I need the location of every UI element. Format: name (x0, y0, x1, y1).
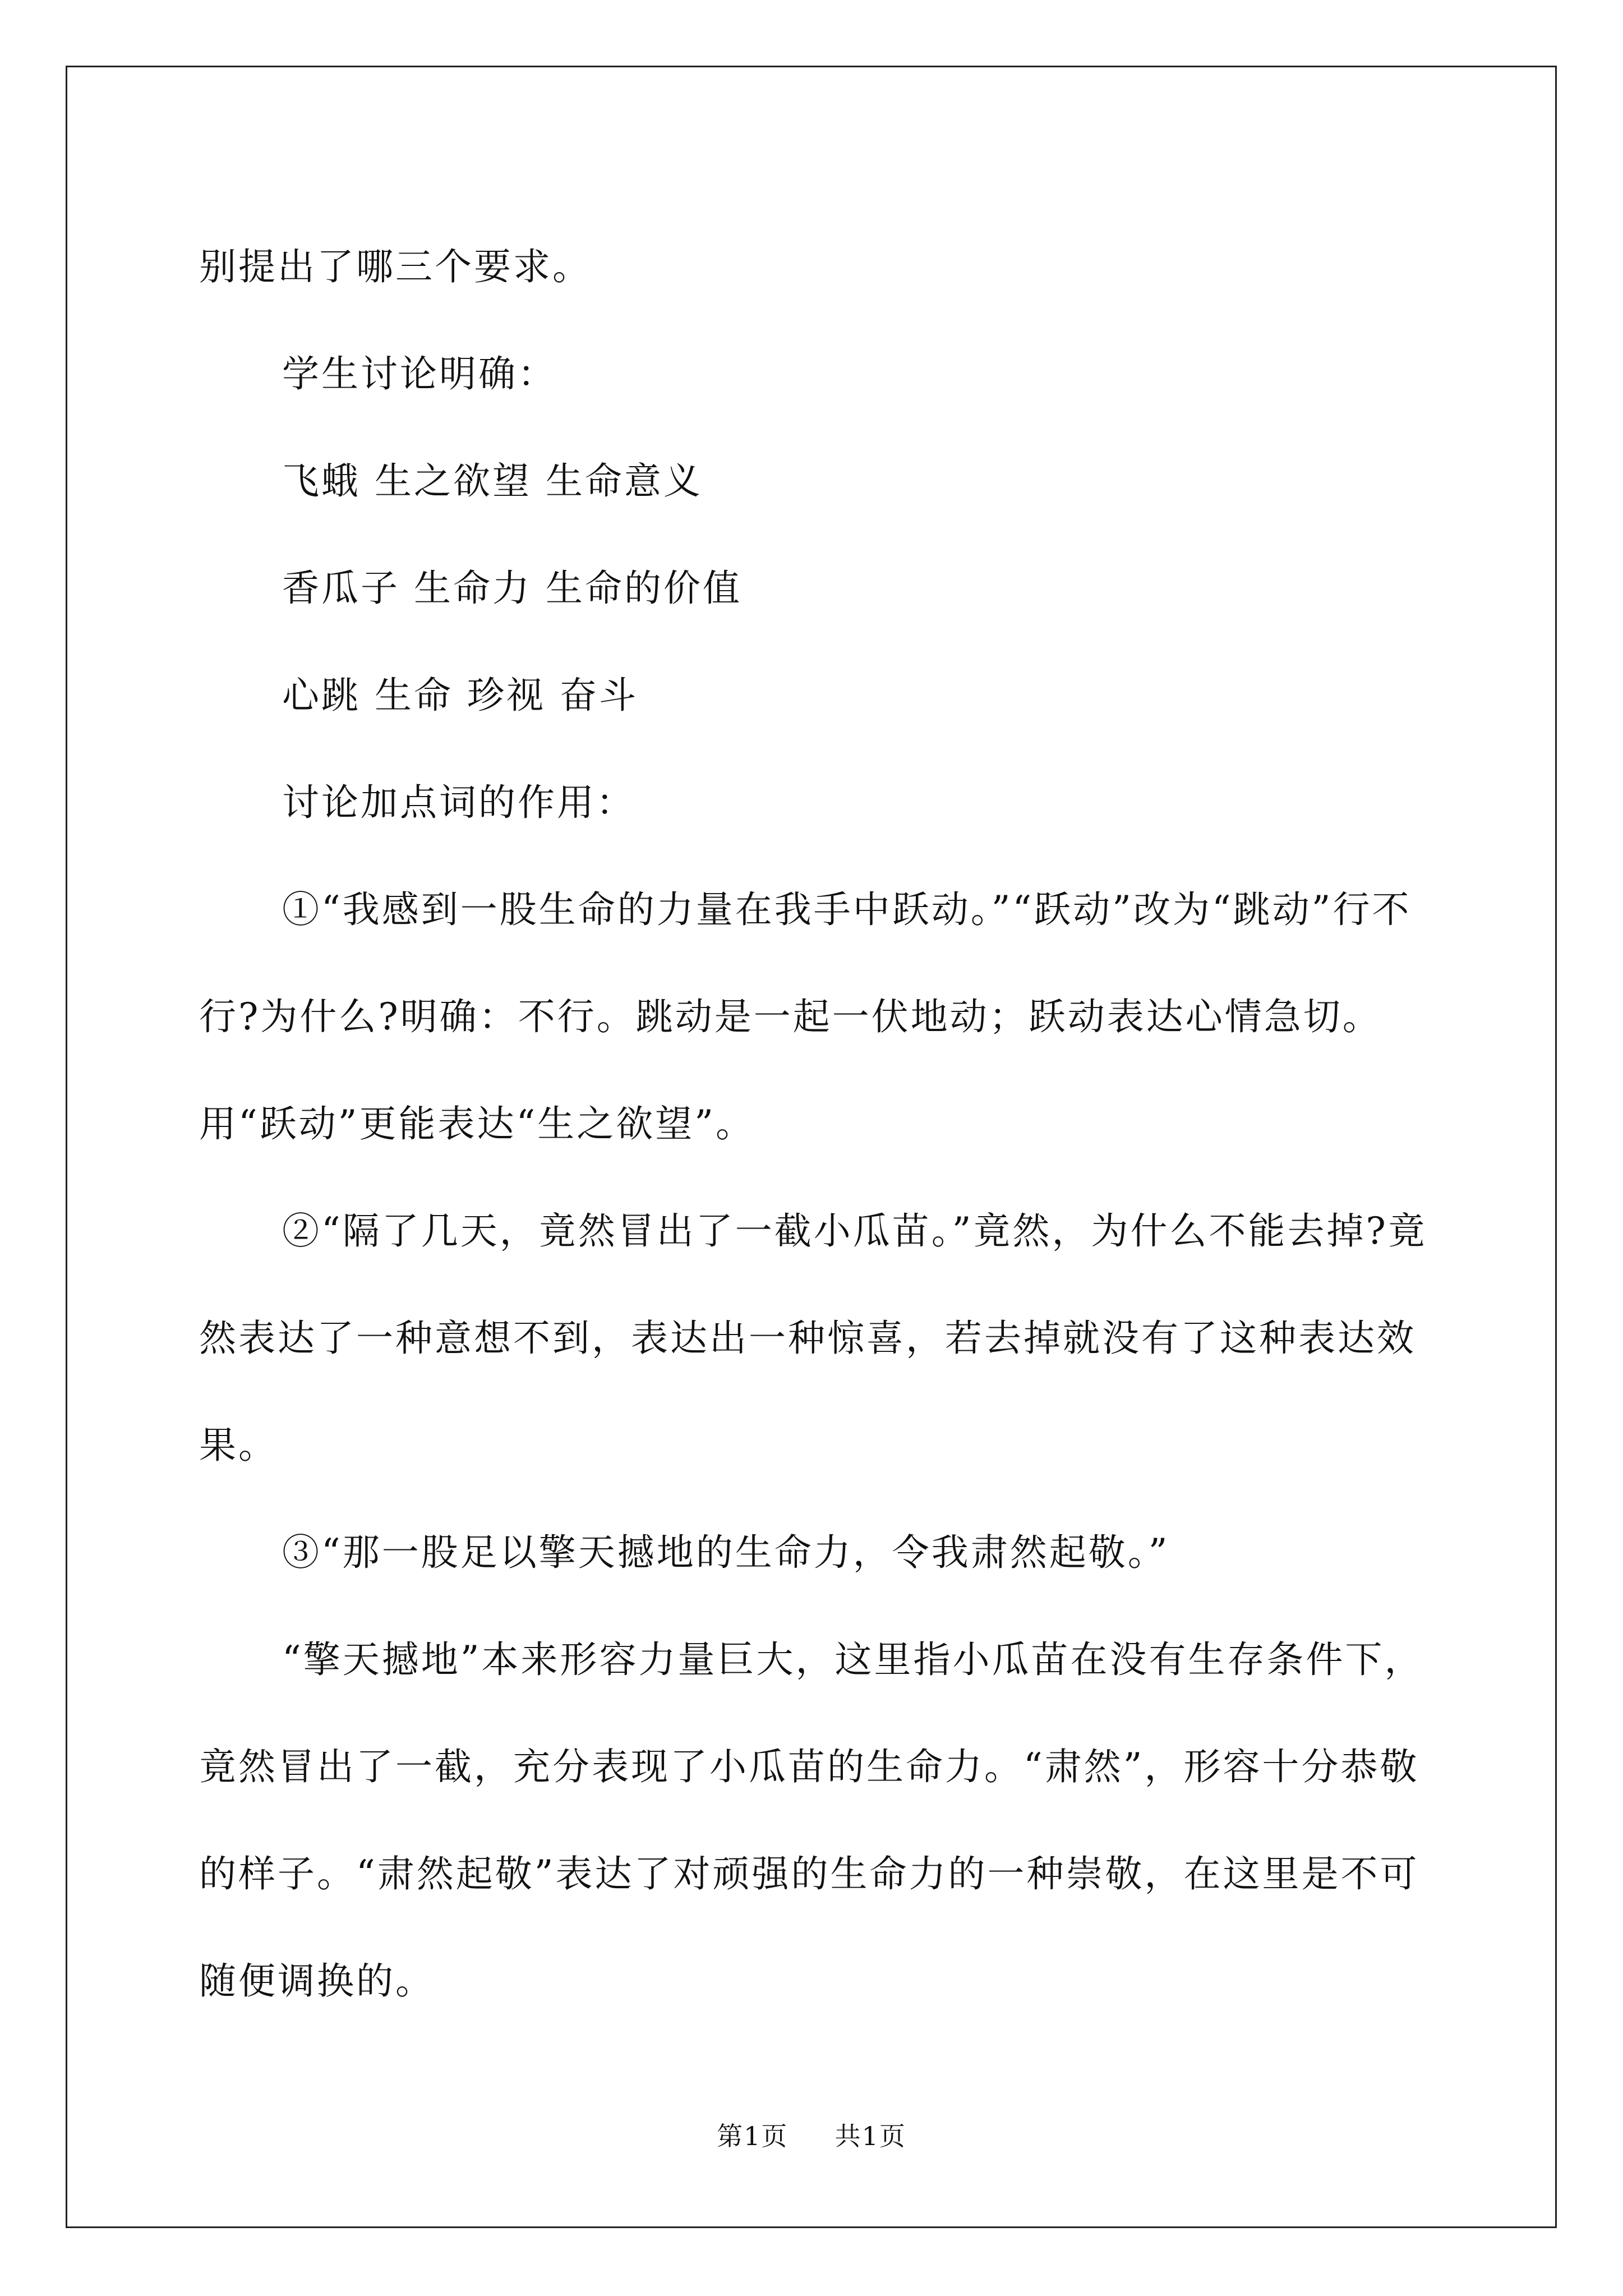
page-number: 第1页 (717, 2121, 789, 2151)
page-footer (0, 2119, 1623, 2153)
paragraph-1: 别提出了哪三个要求。 (199, 245, 592, 288)
paragraph-3: 飞蛾 生之欲望 生命意义 (282, 459, 703, 503)
document-body (199, 213, 1429, 2035)
paragraph-9: ③“那一股足以擎天撼地的生命力，令我肃然起敬。” (282, 1531, 1170, 1574)
page-total: 共1页 (834, 2121, 906, 2151)
paragraph-2: 学生讨论明确： (282, 352, 557, 395)
paragraph-10: “擎天撼地”本来形容力量巨大，这里指小瓜苗在没有生存条件下，竟然冒出了一截，充分表现了小瓜苗的生命力。“肃然”，形容十分恭敬的样子。“肃然起敬”表达了对顽强的生命力的一种崇敬，在这里是不可随便调换的。 (199, 1638, 1424, 2003)
paragraph-5: 心跳 生命 珍视 奋斗 (282, 674, 638, 717)
paragraph-6: 讨论加点词的作用： (282, 781, 635, 824)
paragraph-8: ②“隔了几天，竟然冒出了一截小瓜苗。”竟然，为什么不能去掉?竟然表达了一种意想不到，表达出一种惊喜，若去掉就没有了这种表达效果。 (199, 1209, 1427, 1467)
paragraph-7: ①“我感到一股生命的力量在我手中跃动。”“跃动”改为“跳动”行不行?为什么?明确：不行。跳动是一起一伏地动；跃动表达心情急切。用“跃动”更能表达“生之欲望”。 (199, 888, 1412, 1145)
paragraph-4: 香瓜子 生命力 生命的价值 (282, 567, 742, 610)
